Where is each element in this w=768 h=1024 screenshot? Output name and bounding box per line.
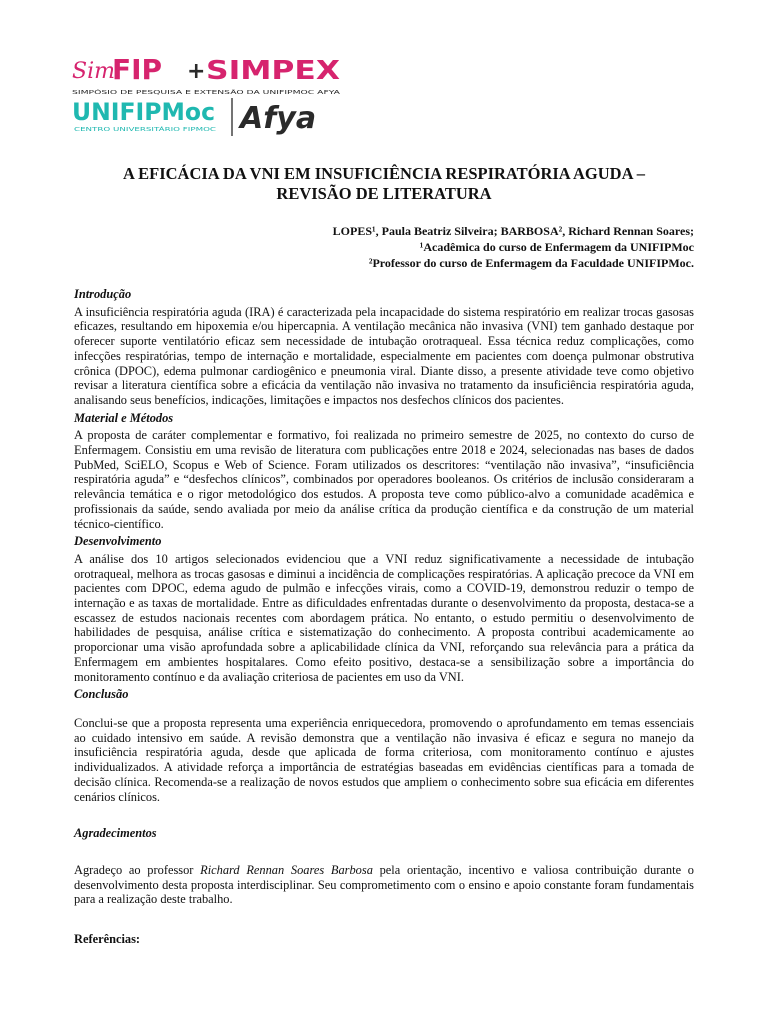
simpex-wordmark: SIMPEX — [206, 56, 340, 86]
desenvolvimento-text: A análise dos 10 artigos selecionados evidenciou que a VNI reduz significativamente a necessidade de intubação orotraqueal, melhora as trocas gasosas e diminui a incidência de complicações respiratórias. A aplicação precoce da VNI em pacientes com DPOC, edema agudo de pulmão e infecções virais, como a COVID-19, demonstrou reduzir o tempo de internação e as taxas de mortalidade. Entre as dificuldades enfrentadas durante o desenvolvimento da proposta, destaca-se a escassez de estudos nacionais recentes com abordagem prática. No entanto, o estudo permitiu o desenvolvimento de habilidades de pesquisa, análise crítica e sistematização do conhecimento. A proposta contribui academicamente ao proporcionar uma visão aprofundada sobre a aplicabilidade clínica da VNI, reforçando sua relevância para a prática da Enfermagem em ambientes hospitalares. Como efeito positivo, destaca-se a sensibilização sobre a importância do monitoramento contínuo e da avaliação criteriosa de pacientes em uso da VNI. — [74, 551, 694, 684]
simpex-subtitle: SIMPÓSIO DE PESQUISA E EXTENSÃO DA UNIFIPMOC AFYA — [72, 90, 223, 96]
title-line-1: A EFICÁCIA DA VNI EM INSUFICIÊNCIA RESPIRATÓRIA AGUDA – — [123, 164, 645, 183]
logo-graphic — [70, 52, 370, 142]
simfip-bold: FIP — [112, 53, 163, 86]
unifipmoc-wordmark: UNIFIPMoc — [72, 98, 215, 126]
introducao-heading: Introdução — [74, 287, 132, 301]
agradecimentos-text — [74, 863, 694, 907]
agradecimentos-text-end: pela orientação, incentivo e valiosa contribuição durante o desenvolvimento desta proposta interdisciplinar. Seu comprometimento com o ensino e apoio constante foram fundamentais para a realização deste trabalho. — [74, 862, 694, 907]
material-heading: Material e Métodos — [74, 410, 174, 425]
agradecimentos-heading: Agradecimentos — [74, 826, 157, 841]
authors-block — [74, 223, 694, 271]
title-line-2: REVISÃO DE LITERATURA — [276, 184, 492, 203]
paper-body — [74, 287, 694, 947]
unifipmoc-subtitle: CENTRO UNIVERSITÁRIO FIPMOC — [74, 127, 166, 133]
author-names: LOPES¹, Paula Beatriz Silveira; BARBOSA², Richard Rennan Soares; — [332, 224, 694, 238]
affiliation-1: ¹Acadêmica do curso de Enfermagem da UNIFIPMoc — [419, 240, 694, 254]
advisor-name: Richard Rennan Soares Barbosa — [200, 862, 373, 877]
referencias-heading: Referências: — [74, 932, 141, 947]
affiliation-2: ²Professor do curso de Enfermagem da Faculdade UNIFIPMoc. — [368, 256, 694, 270]
conclusao-text: Conclui-se que a proposta representa uma experiência enriquecedora, promovendo o aprofundamento em temas essenciais ao cuidado intensivo em saúde. A revisão demonstra que a ventilação não invasiva é eficaz e segura no manejo da insuficiência respiratória aguda, desde que aplicada de forma criteriosa, com monitoramento contínuo e ajustes individualizados. A atividade reforça a importância de estratégias baseadas em evidências científicas para a tomada de decisão clínica. Recomenda-se a realização de novos estudos que ampliem o conhecimento sobre sua eficácia em diferentes cenários clínicos. — [74, 715, 694, 804]
introducao-text: A insuficiência respiratória aguda (IRA) é caracterizada pela incapacidade do sistema respiratório em realizar trocas gasosas eficazes, resultando em hipoxemia e/ou hipercapnia. A ventilação mecânica não invasiva (VNI) tem ganhado destaque por oferecer suporte ventilatório eficaz sem necessidade de intubação orotraqueal. Essa técnica reduz complicações, como infecções respiratórias, tempo de internação e mortalidade, especialmente em pacientes com doença pulmonar obstrutiva crônica (DPOC), edema pulmonar cardiogênico e pneumonia viral. Diante disso, a presente atividade teve como objetivo revisar a literatura científica sobre a eficácia da ventilação não invasiva no tratamento da insuficiência respiratória aguda, analisando seus benefícios, indicações, limitações e impactos nos desfechos clínicos dos pacientes. — [74, 304, 694, 407]
afya-wordmark: Afya — [240, 101, 317, 136]
event-logos — [70, 52, 370, 142]
conclusao-heading: Conclusão — [74, 687, 129, 702]
paper-title — [74, 164, 694, 204]
logo-plus: + — [187, 59, 206, 84]
material-text: A proposta de caráter complementar e formativo, foi realizada no primeiro semestre de 2025, no contexto do curso de Enfermagem. Consistiu em uma revisão de literatura com publicações entre 2018 e 2024, selecionadas nas bases de dados PubMed, SciELO, Scopus e Web of Science. Foram utilizados os descritores: “ventilação não invasiva”, “insuficiência respiratória aguda” e “desfechos clínicos”, combinados por operadores booleanos. Os critérios de inclusão consideraram a relevância temática e o rigor metodológico dos estudos. A proposta teve como público-alvo a comunidade acadêmica e profissionais da saúde, sendo avaliada por meio da análise crítica da produção científica e da construção de um material técnico-científico. — [74, 428, 694, 531]
simfip-script: Sim — [72, 59, 115, 84]
agradecimentos-text-start: Agradeço ao professor — [74, 862, 201, 877]
desenvolvimento-heading: Desenvolvimento — [74, 534, 162, 549]
